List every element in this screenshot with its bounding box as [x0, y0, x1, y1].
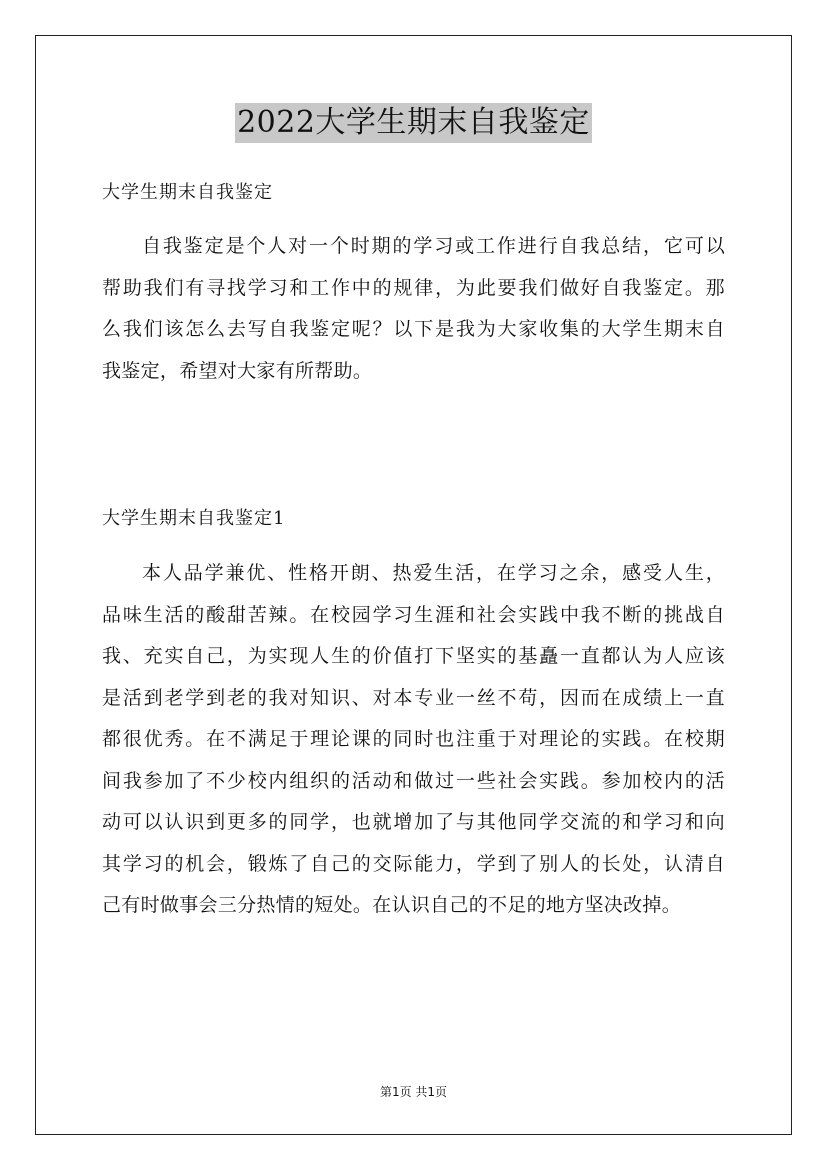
section1-heading: 大学生期末自我鉴定1	[102, 508, 286, 529]
paragraph-line: 间我参加了不少校内组织的活动和做过一些社会实践。参加校内的活	[102, 769, 725, 792]
paragraph-line: 我鉴定，希望对大家有所帮助。	[102, 359, 373, 382]
document-title	[0, 102, 827, 143]
page-number-footer: 第1页 共1页	[379, 1085, 448, 1099]
paragraph-line: 自我鉴定是个人对一个时期的学习或工作进行自我总结，它可以	[142, 235, 725, 257]
paragraph-line: 动可以认识到更多的同学，也就增加了与其他同学交流的和学习和向	[102, 811, 725, 833]
paragraph-line: 是活到老学到老的我对知识、对本专业一丝不苟，因而在成绩上一直	[102, 686, 725, 709]
section1-paragraph	[102, 553, 725, 927]
paragraph-line: 己有时做事会三分热情的短处。在认识自己的不足的地方坚决改掉。	[102, 894, 682, 916]
paragraph-line: 本人品学兼优、性格开朗、热爱生活，在学习之余，感受人生，	[142, 562, 725, 584]
paragraph-line: 么我们该怎么去写自我鉴定呢？以下是我为大家收集的大学生期末自	[102, 318, 725, 340]
paragraph-line: 帮助我们有寻找学习和工作中的规律，为此要我们做好自我鉴定。那	[102, 276, 725, 299]
paragraph-line: 我、充实自己，为实现人生的价值打下坚实的基矗一直都认为人应该	[102, 645, 725, 667]
intro-paragraph	[102, 226, 725, 392]
document-title-text: 2022大学生期末自我鉴定	[235, 103, 592, 143]
intro-heading: 大学生期末自我鉴定	[102, 182, 273, 203]
paragraph-line: 其学习的机会，锻炼了自己的交际能力，学到了别人的长处，认清自	[102, 852, 725, 875]
paragraph-line: 都很优秀。在不满足于理论课的同时也注重于对理论的实践。在校期	[102, 728, 725, 750]
paragraph-line: 品味生活的酸甜苦辣。在校园学习生涯和社会实践中我不断的挑战自	[102, 603, 725, 626]
